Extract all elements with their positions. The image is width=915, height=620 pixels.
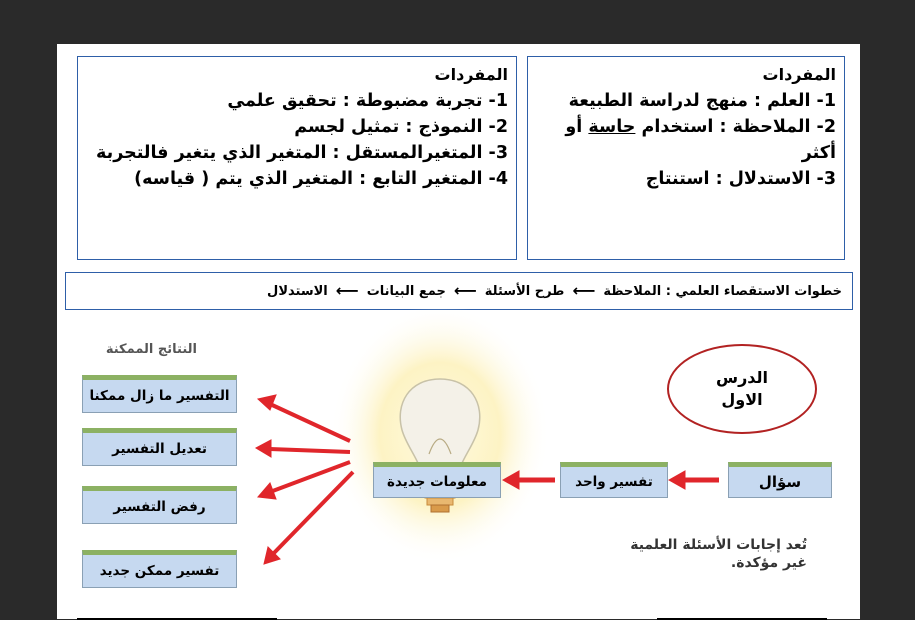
lesson-badge xyxy=(667,344,817,434)
arrow-to-outcome-4 xyxy=(264,472,353,564)
arrow-left-icon: ⟵ xyxy=(335,281,359,300)
note-text xyxy=(507,536,807,572)
diagram-graphics xyxy=(57,44,860,619)
step-item: طرح الأسئلة xyxy=(484,283,565,299)
outcome-box: تفسير ممكن جديد xyxy=(82,550,237,588)
arrow-question-to-explanation xyxy=(669,471,719,489)
vocab-item: 3- المتغيرالمستقل : المتغير الذي يتغير فالتجربة xyxy=(96,143,508,163)
underlined-word: حاسة xyxy=(588,117,636,137)
vocabulary-title: المفردات xyxy=(434,65,508,84)
arrow-left-icon: ⟵ xyxy=(453,281,477,300)
new-information-box: معلومات جديدة xyxy=(373,462,501,498)
vocab-item-text: أو أكثر xyxy=(565,117,836,163)
vocabulary-title: المفردات xyxy=(762,65,836,84)
note-line: غير مؤكدة. xyxy=(730,555,807,571)
lesson-badge-line: الاول xyxy=(721,390,763,409)
worksheet-page xyxy=(57,44,860,619)
vocab-item-text: 2- الملاحظة : استخدام xyxy=(641,117,836,137)
vocab-item: 1- تجربة مضبوطة : تحقيق علمي xyxy=(227,91,508,111)
arrow-left-icon: ⟵ xyxy=(572,281,596,300)
one-explanation-box: تفسير واحد xyxy=(560,462,668,498)
vocab-item: 3- الاستدلال : استنتاج xyxy=(645,169,836,189)
note-line: تُعد إجابات الأسئلة العلمية xyxy=(630,537,807,553)
outcome-box: رفض التفسير xyxy=(82,486,237,524)
vocab-item: 1- العلم : منهج لدراسة الطبيعة xyxy=(568,91,836,111)
step-item: الاستدلال xyxy=(267,283,328,299)
outcome-box: تعديل التفسير xyxy=(82,428,237,466)
question-box: سؤال xyxy=(728,462,832,498)
vocab-item: 4- المتغير التابع : المتغير الذي يتم ( قياسه) xyxy=(134,169,508,189)
lesson-badge-line: الدرس xyxy=(715,368,769,387)
possible-results-title: النتائج الممكنة xyxy=(105,342,197,357)
steps-label: خطوات الاستقصاء العلمي : الملاحظة xyxy=(603,283,842,299)
outcome-box: التفسير ما زال ممكنا xyxy=(82,375,237,413)
vocab-item: 2- النموذج : تمثيل لجسم xyxy=(294,117,508,137)
step-item: جمع البيانات xyxy=(366,283,446,299)
arrow-to-outcome-3 xyxy=(258,462,350,499)
